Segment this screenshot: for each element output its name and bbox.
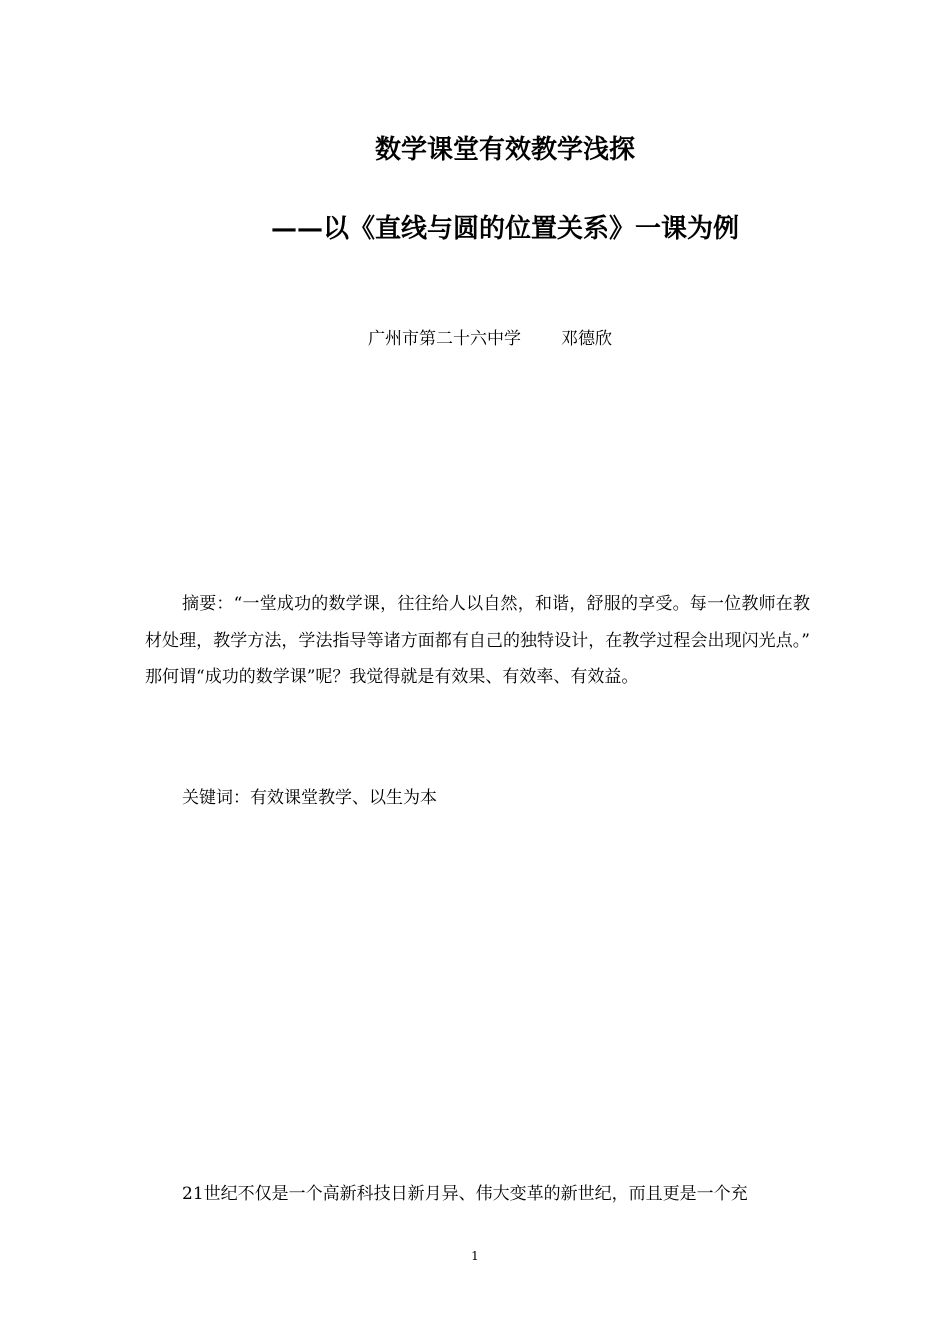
author-line (0, 326, 950, 352)
document-subtitle: ——以《直线与圆的位置关系》一课为例 (270, 214, 739, 244)
abstract-paragraph: 摘要：“一堂成功的数学课，往往给人以自然，和谐，舒服的享受。每一位教师在教材处理，教学方法，学法指导等诸方面都有自己的独特设计，在教学过程会出现闪光点。” 那何谓“成功的数学课”呢？我觉得就是有效果、有效率、有效益。 (145, 594, 810, 687)
author-school: 广州市第二十六中学 (368, 329, 521, 349)
page-number: 1 (471, 1249, 479, 1263)
document-title: 数学课堂有效教学浅探 (374, 135, 635, 165)
keywords-line: 关键词：有效课堂教学、以生为本 (182, 788, 437, 808)
body-paragraph: 21世纪不仅是一个高新科技日新月异、伟大变革的新世纪，而且更是一个充 (182, 1184, 748, 1204)
author-name: 邓德欣 (561, 329, 612, 349)
